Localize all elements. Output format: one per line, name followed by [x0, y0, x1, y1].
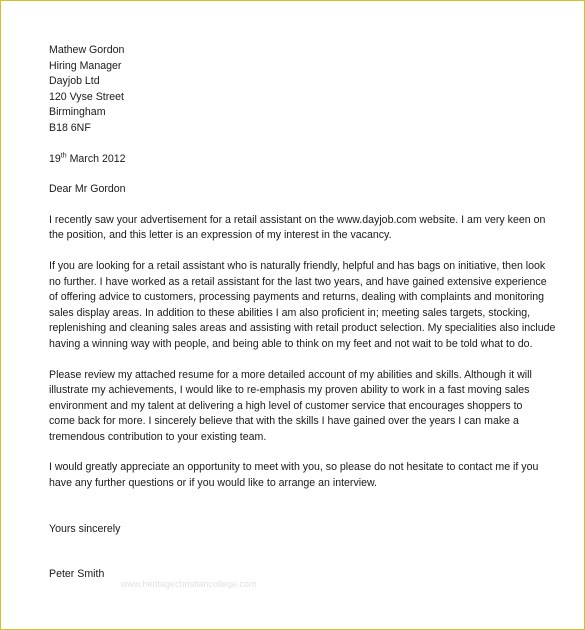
paragraph-line: Please review my attached resume for a more detailed account of my abilities and skills. Although it will [49, 368, 532, 381]
letter-body [49, 43, 556, 583]
paragraph-line: I would greatly appreciate an opportunity to meet with you, so please do not hesitate to contact me if you [49, 461, 539, 474]
recipient-company: Dayjob Ltd [49, 75, 100, 88]
paragraph-line: come back for more. I sincerely believe that with the skills I have gained over the years I can make a [49, 415, 519, 428]
paragraph-1 [49, 213, 549, 244]
recipient-postcode: B18 6NF [49, 121, 91, 134]
paragraph-line: environment and my talent at delivering a high level of customer service that encourages shoppers to [49, 399, 523, 412]
paragraph-3 [49, 368, 549, 446]
paragraph-line: If you are looking for a retail assistant who is naturally friendly, helpful and has bags on initiative, then look [49, 259, 546, 272]
closing: Yours sincerely [49, 522, 121, 535]
recipient-title: Hiring Manager [49, 59, 122, 72]
recipient-name: Mathew Gordon [49, 44, 125, 56]
salutation: Dear Mr Gordon [49, 183, 126, 196]
recipient-address [49, 43, 549, 137]
paragraph-4 [49, 460, 549, 491]
date-rest: March 2012 [66, 152, 126, 165]
paragraph-line: replenishing and cleaning sales areas and assisting with retail product selection. My specialities also include [49, 322, 556, 335]
date-day: 19 [49, 152, 61, 165]
paragraph-line: sales display areas. In addition to these abilities I am also proficient in; meeting sales targets, stocking, [49, 306, 531, 319]
watermark: www.heritagechristiancollege.com [121, 579, 257, 589]
paragraph-2 [49, 259, 556, 353]
recipient-street: 120 Vyse Street [49, 90, 124, 103]
paragraph-line: I recently saw your advertisement for a retail assistant on the www.dayjob.com website. I am very keen on [49, 213, 546, 226]
paragraph-line: of offering advice to customers, processing payments and returns, dealing with complaints and monitoring [49, 291, 545, 304]
signature-name: Peter Smith [49, 568, 105, 581]
paragraph-line: having a winning way with people, and being able to think on my feet and not wait to be told what to do. [49, 337, 533, 350]
letter-date [49, 152, 549, 168]
recipient-city: Birmingham [49, 106, 106, 119]
paragraph-line: have any further questions or if you would like to arrange an interview. [49, 477, 378, 490]
paragraph-line: illustrate my achievements, I would like to re-emphasis my proven ability to work in a fast moving sales [49, 384, 530, 397]
paragraph-line: the position, and this letter is an expression of my interest in the vacancy. [49, 229, 392, 242]
paragraph-line: tremendous contribution to your existing team. [49, 430, 267, 443]
paragraph-line: no further. I have worked as a retail assistant for the last two years, and have gained extensive experience [49, 275, 547, 288]
date-suffix: th [60, 152, 67, 160]
